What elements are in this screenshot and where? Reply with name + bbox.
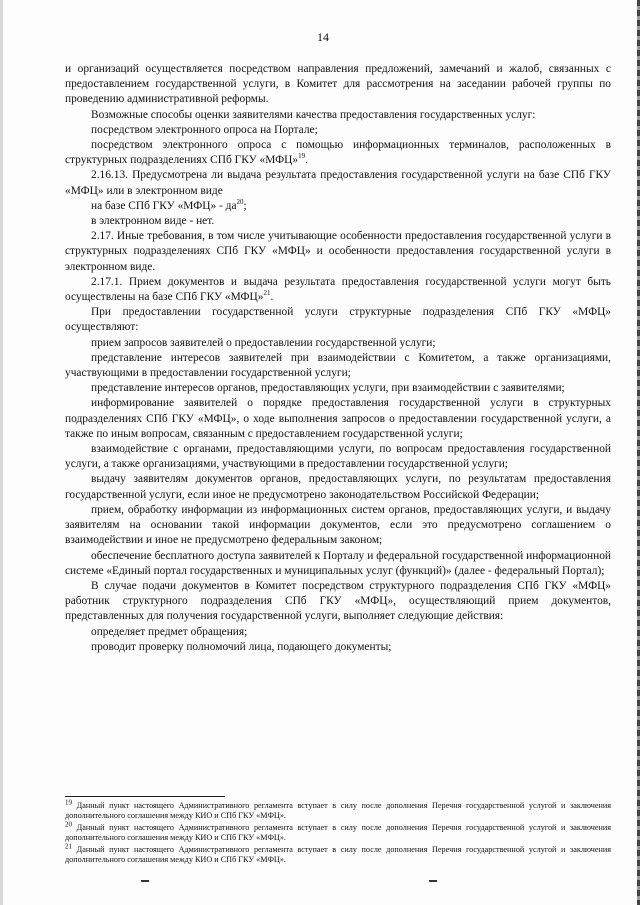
scan-mark-left (141, 880, 149, 882)
paragraph (65, 442, 611, 472)
paragraph-text: Возможные способы оценки заявителями качества предоставления государственных услуг: (91, 108, 536, 121)
page-number: 14 (317, 30, 329, 44)
footnote-text: Данный пункт настоящего Административного регламента вступает в силу после дополнения Перечня государственной услугой и заключения дополнительного соглашения между КИО и СПб ГКУ «МФЦ». (65, 822, 612, 843)
paragraph-text: проводит проверку полномочий лица, подающего документы; (91, 640, 392, 653)
paragraph-text: на базе СПб ГКУ «МФЦ» - да (91, 199, 237, 212)
paragraph (65, 62, 611, 108)
paragraph-text: взаимодействие с органами, предоставляющими услуги, по вопросам предоставления государственной услуги, а также организациями, участвующими в предоставлении государственной услуги; (65, 443, 611, 471)
paragraph-text: информирование заявителей о порядке предоставления государственной услуги в структурных подразделениях СПб ГКУ «МФЦ», о ходе выполнения запросов о предоставлении государственной услуги, а также по иным вопросам, связанным с предоставлением государственной услуги; (65, 397, 611, 440)
paragraph (65, 625, 611, 640)
scan-mark-right (429, 880, 437, 882)
paragraph (65, 549, 611, 579)
footnote (65, 820, 612, 844)
paragraph-text: определяет предмет обращения; (91, 625, 248, 638)
body-text (65, 62, 611, 655)
paragraph (65, 472, 611, 502)
paragraph (65, 305, 611, 335)
footnote-text: Данный пункт настоящего Административного регламента вступает в силу после дополнения Перечня государственной услугой и заключения дополнительного соглашения между КИО и СПб ГКУ «МФЦ». (65, 801, 612, 821)
paragraph (65, 579, 611, 625)
footnote (65, 841, 612, 866)
paragraph-text: прием запросов заявителей о предоставлении государственной услуги; (91, 336, 436, 349)
paragraph (65, 214, 611, 229)
paragraph (65, 503, 611, 549)
paragraph (65, 381, 611, 396)
paragraph-text: обеспечение бесплатного доступа заявителей к Порталу и федеральной государственной информационной системе «Единый портал государственных и муниципальных услуг (функций)» (далее - федеральный Портал); (65, 549, 611, 577)
footnote-ref: 20 (236, 198, 244, 207)
paragraph (65, 229, 611, 275)
paragraph-tail: ; (243, 199, 247, 212)
footnotes (65, 798, 612, 866)
footnote (65, 798, 612, 822)
paragraph-text: 2.16.13. Предусмотрена ли выдача результата предоставления государственной услуги на базе СПб ГКУ «МФЦ» или в электронном виде (65, 169, 611, 197)
footnote-separator (65, 796, 225, 797)
paragraph (65, 336, 611, 351)
paragraph (65, 168, 611, 198)
paragraph-text: прием, обработку информации из информационных систем органов, предоставляющих услуги, и выдачу заявителям на основании такой информации документов, если это предусмотрено соглашением о взаимодействии и иное не предусмотрено федеральным законом; (65, 503, 611, 547)
paragraph-text: и организаций осуществляется посредством направления предложений, замечаний и жалоб, связанных с предоставлением государственной услуги, в Комитет для рассмотрения на заседании рабочей группы по проведению административной реформы. (65, 63, 611, 106)
paragraph-text: При предоставлении государственной услуги структурные подразделения СПб ГКУ «МФЦ» осуществляют: (65, 306, 611, 334)
paragraph-text: выдачу заявителям документов органов, предоставляющих услуги, по результатам предоставления государственной услуги, если иное не предусмотрено законодательством Российской Федерации; (65, 473, 611, 501)
paragraph-text: представление интересов органов, предоставляющих услуги, при взаимодействии с заявителями; (91, 382, 565, 395)
paragraph-tail: . (270, 291, 274, 304)
paragraph-text: 2.17. Иные требования, в том числе учитывающие особенности предоставления государственной услуги в структурных подразделениях СПб ГКУ «МФЦ» и особенности предоставления государственной услуги в электронном виде. (65, 230, 611, 273)
footnote-ref: 19 (298, 152, 306, 161)
footnote-number: 21 (65, 841, 72, 850)
footnote-ref: 21 (263, 289, 271, 298)
paragraph-text: посредством электронного опроса на Портале; (91, 123, 318, 136)
paragraph (65, 108, 611, 123)
footnote-number: 19 (65, 798, 72, 807)
paragraph (65, 396, 611, 442)
paragraph (65, 275, 611, 305)
paragraph (65, 138, 611, 168)
paragraph (65, 199, 611, 214)
paragraph (65, 640, 611, 655)
paragraph-text: В случае подачи документов в Комитет посредством структурного подразделения СПб ГКУ «МФЦ» работник структурного подразделения СПб ГКУ «МФЦ», осуществляющий прием документов, представленных для получения государственной услуги, выполняет следующие действия: (65, 579, 611, 623)
paragraph-text: 2.17.1. Прием документов и выдача результата предоставления государственной услуги могут быть осуществлены на базе СПб ГКУ «МФЦ» (65, 275, 611, 304)
paragraph (65, 123, 611, 138)
paragraph-text: в электронном виде - нет. (91, 215, 215, 228)
paragraph-text: представление интересов заявителей при взаимодействии с Комитетом, а также организациями, участвующими в предоставлении государственной услуги; (65, 351, 611, 380)
footnote-text: Данный пункт настоящего Административного регламента вступает в силу после дополнения Перечня государственной услугой и заключения дополнительного соглашения между КИО и СПб ГКУ «МФЦ». (65, 844, 612, 865)
paragraph (65, 351, 611, 381)
footnote-number: 20 (65, 820, 72, 829)
paragraph-tail: . (305, 154, 308, 167)
paragraph-text: посредством электронного опроса с помощью информационных терминалов, расположенных в структурных подразделениях СПб ГКУ «МФЦ» (65, 139, 611, 167)
